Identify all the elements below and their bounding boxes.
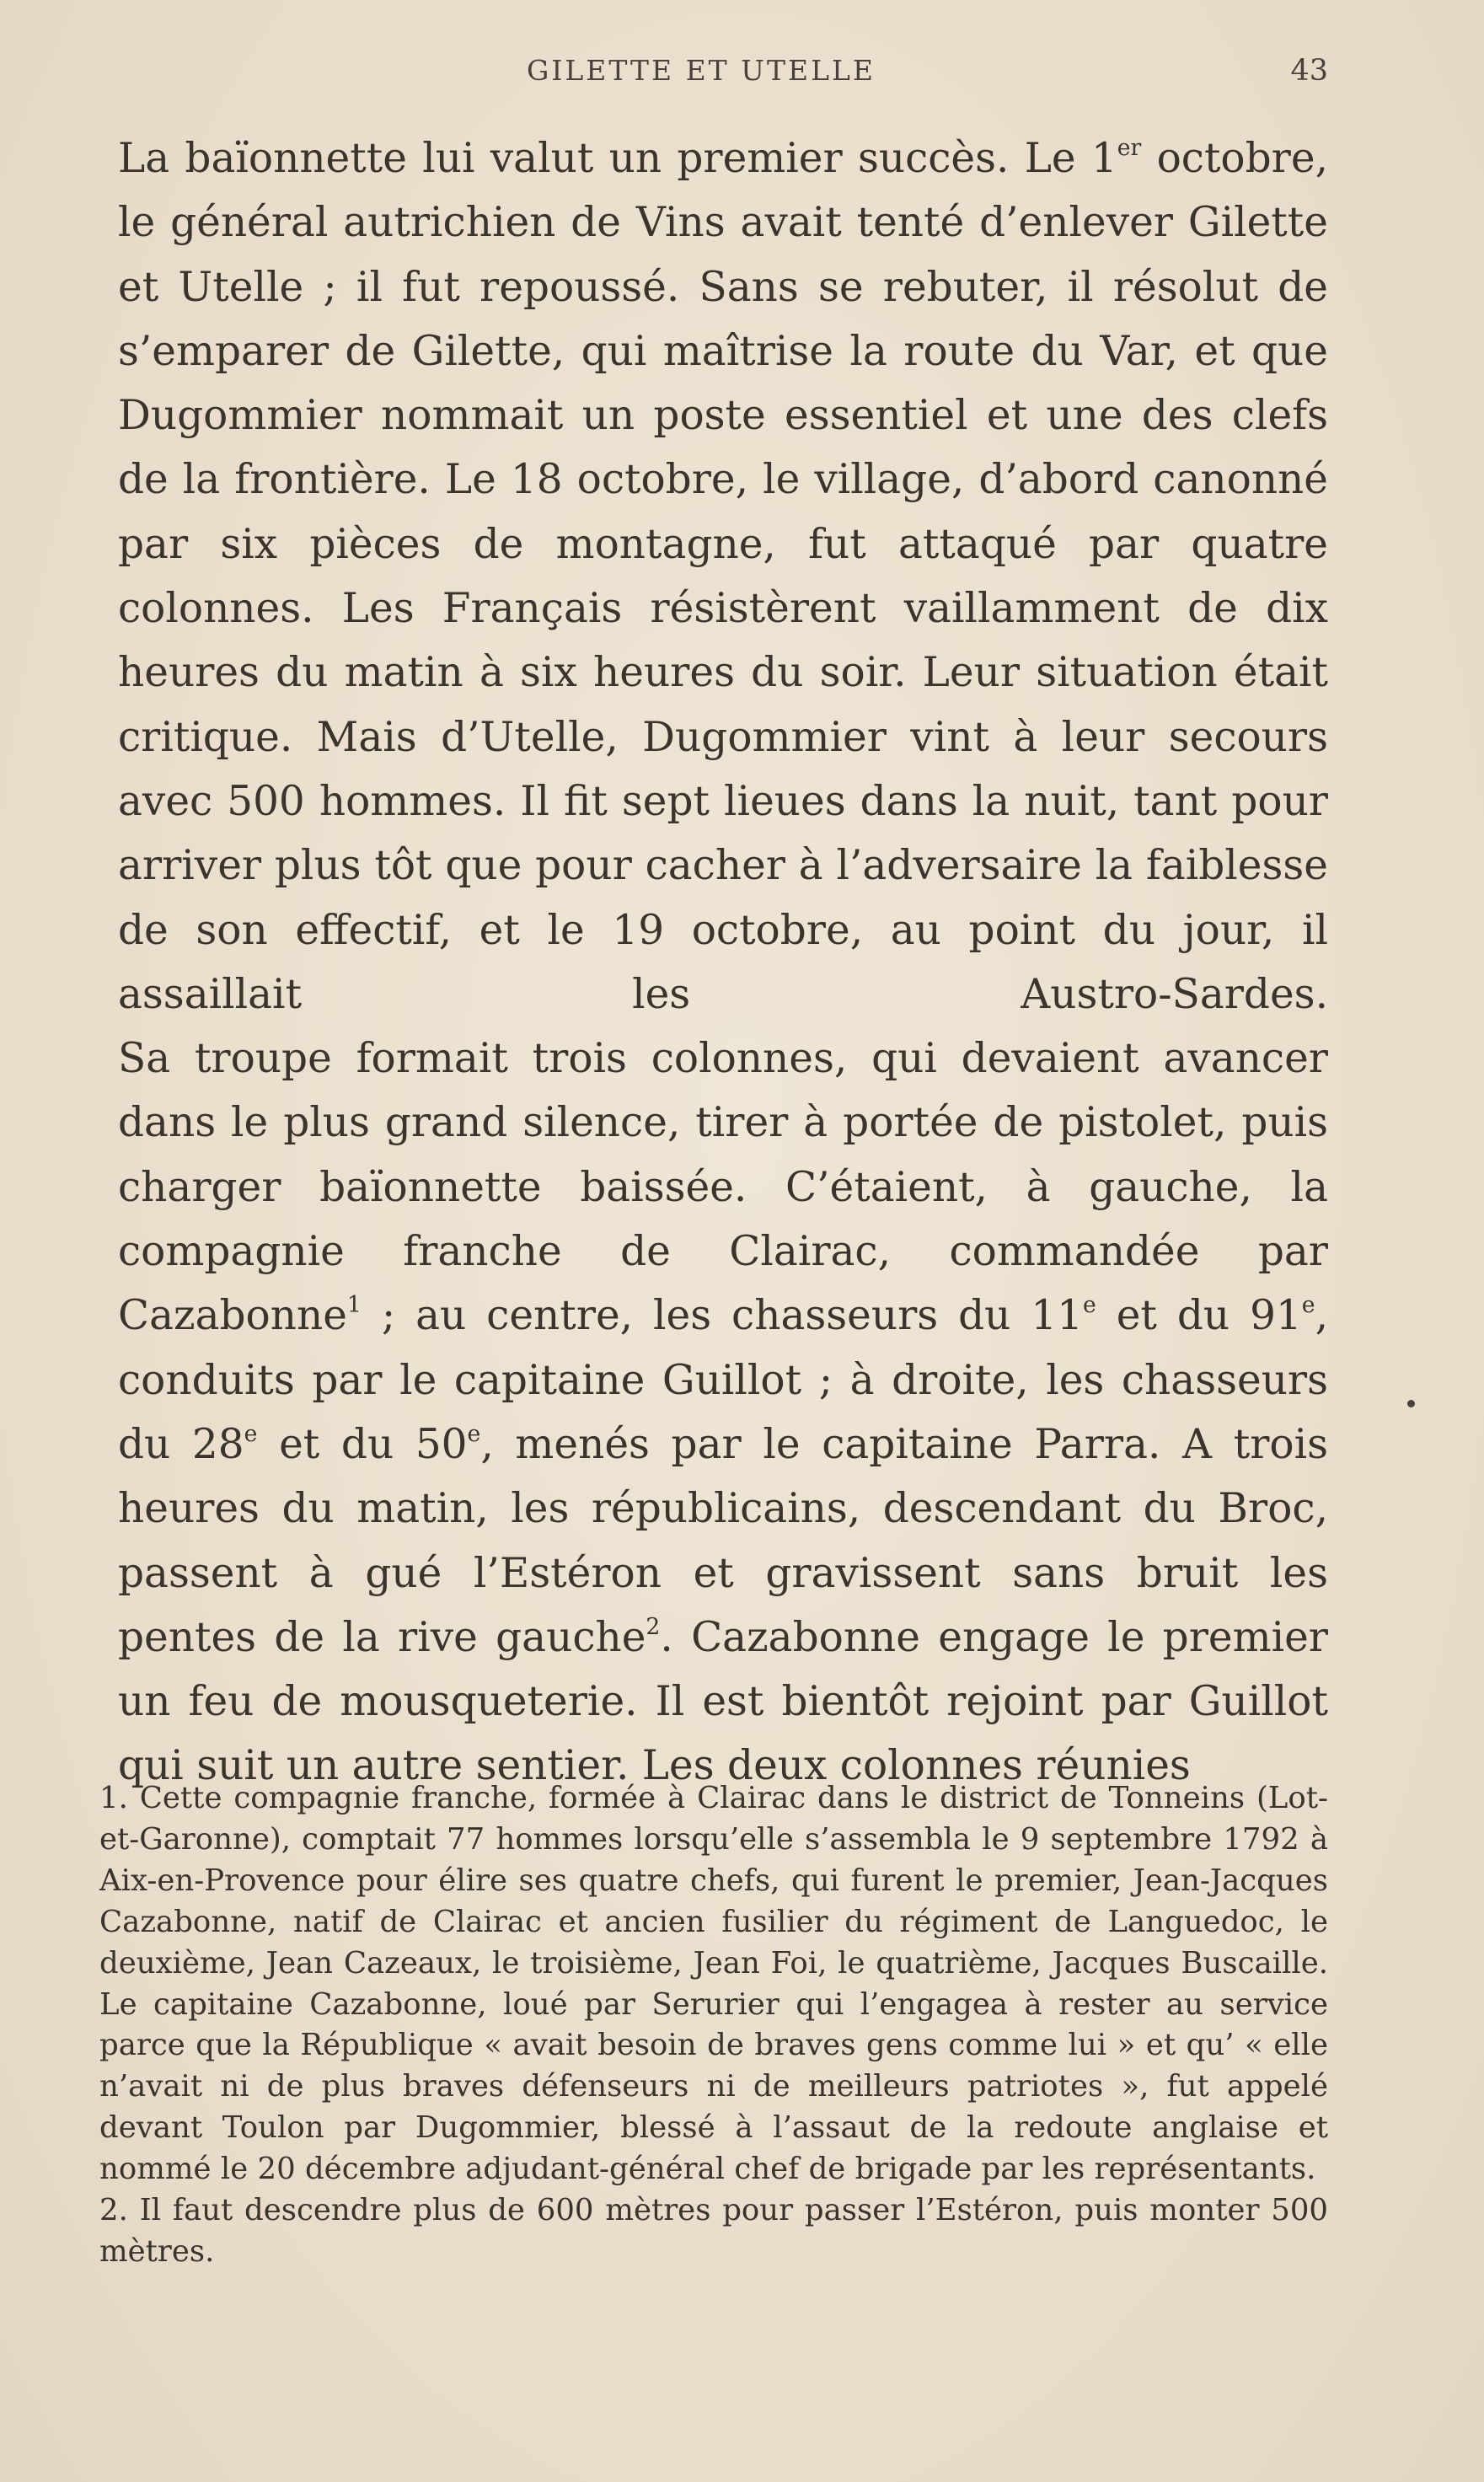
ordinal-superscript: e [244,1420,258,1447]
text-run: , menés par le capitaine Parra. A trois heures du matin, les républicains, descendant du Broc, passent à gué l’Estéron et gravissent sans bruit les pentes de la rive gauche [118,1420,1328,1661]
ordinal-superscript: e [1083,1292,1096,1319]
footnote-ref-1[interactable]: 1 [346,1292,362,1319]
ordinal-superscript: e [1301,1292,1315,1319]
footnote-1: 1. Cette compagnie franche, formée à Clairac dans le district de Tonneins (Lot-et-Garonne), comptait 77 hommes lorsqu’elle s’assembla le 9 septembre 1792 à Aix-en-Provence pour élire ses quatre chefs, qui furent le premier, Jean-Jacques Cazabonne, natif de Clairac et ancien fusilier du régiment de Languedoc, le deuxième, Jean Cazeaux, le troisième, Jean Foi, le quatrième, Jacques Buscaille. Le capitaine Cazabonne, loué par Serurier qui l’engagea à rester au service parce que la République « avait besoin de braves gens comme lui » et qu’ « elle n’avait ni de plus braves défenseurs ni de meilleurs patriotes », fut appelé devant Toulon par Dugommier, blessé à l’assaut de la redoute anglaise et nommé le 20 décembre adjudant-général chef de brigade par les représentants. [99,1781,1328,2187]
ordinal-superscript: er [1117,135,1142,161]
main-text [74,126,1328,1799]
text-run: et du 91 [1096,1292,1302,1340]
text-run: . Cazabonne engage le premier un feu de mousqueterie. Il est bientôt rejoint par Guillot qui suit un autre sentier. Les deux colonnes réunies [118,1613,1328,1790]
footnote-2: 2. Il faut descendre plus de 600 mètres pour passer l’Estéron, puis monter 500 mètres. [99,2193,1328,2269]
print-speck [1407,1400,1415,1407]
page-header [74,54,1328,96]
paragraph-2 [74,1027,1328,1799]
text-run: Sa troupe formait trois colonnes, qui devaient avancer dans le plus grand silence, tirer à portée de pistolet, puis charger baïonnette baissée. C’étaient, à gauche, la compagnie franche de Clairac, commandée par Cazabonne [118,1035,1328,1340]
running-head: GILETTE ET UTELLE [526,54,876,87]
text-run: et du 50 [257,1420,468,1468]
text-run: ; au centre, les chasseurs du 11 [361,1292,1084,1340]
text-run: La baïonnette lui valut un premier succès. Le 1 [118,135,1117,182]
paragraph-1 [74,126,1328,1027]
text-run: octobre, le général autrichien de Vins avait tenté d’enlever Gilette et Utelle ; il fut repoussé. Sans se rebuter, il résolut de s’emparer de Gilette, qui maîtrise la route du Var, et que Dugommier nommait un poste essentiel et une des clefs de la frontière. Le 18 octobre, le village, d’abord canonné par six pièces de montagne, fut attaqué par quatre colonnes. Les Français résistèrent vaillamment de dix heures du matin à six heures du soir. Leur situation était critique. Mais d’Utelle, Dugommier vint à leur secours avec 500 hommes. Il fit sept lieues dans la nuit, tant pour arriver plus tôt que pour cacher à l’adversaire la faiblesse de son effectif, et le 19 octobre, au point du jour, il assaillait les Austro-Sardes. [118,135,1328,1018]
ordinal-superscript: e [467,1420,481,1447]
page-number: 43 [1290,54,1328,88]
text-run: , conduits par le capitaine Guillot ; à droite, les chasseurs du 28 [118,1292,1328,1468]
footnotes [74,1778,1328,2273]
footnote-ref-2[interactable]: 2 [646,1613,661,1640]
